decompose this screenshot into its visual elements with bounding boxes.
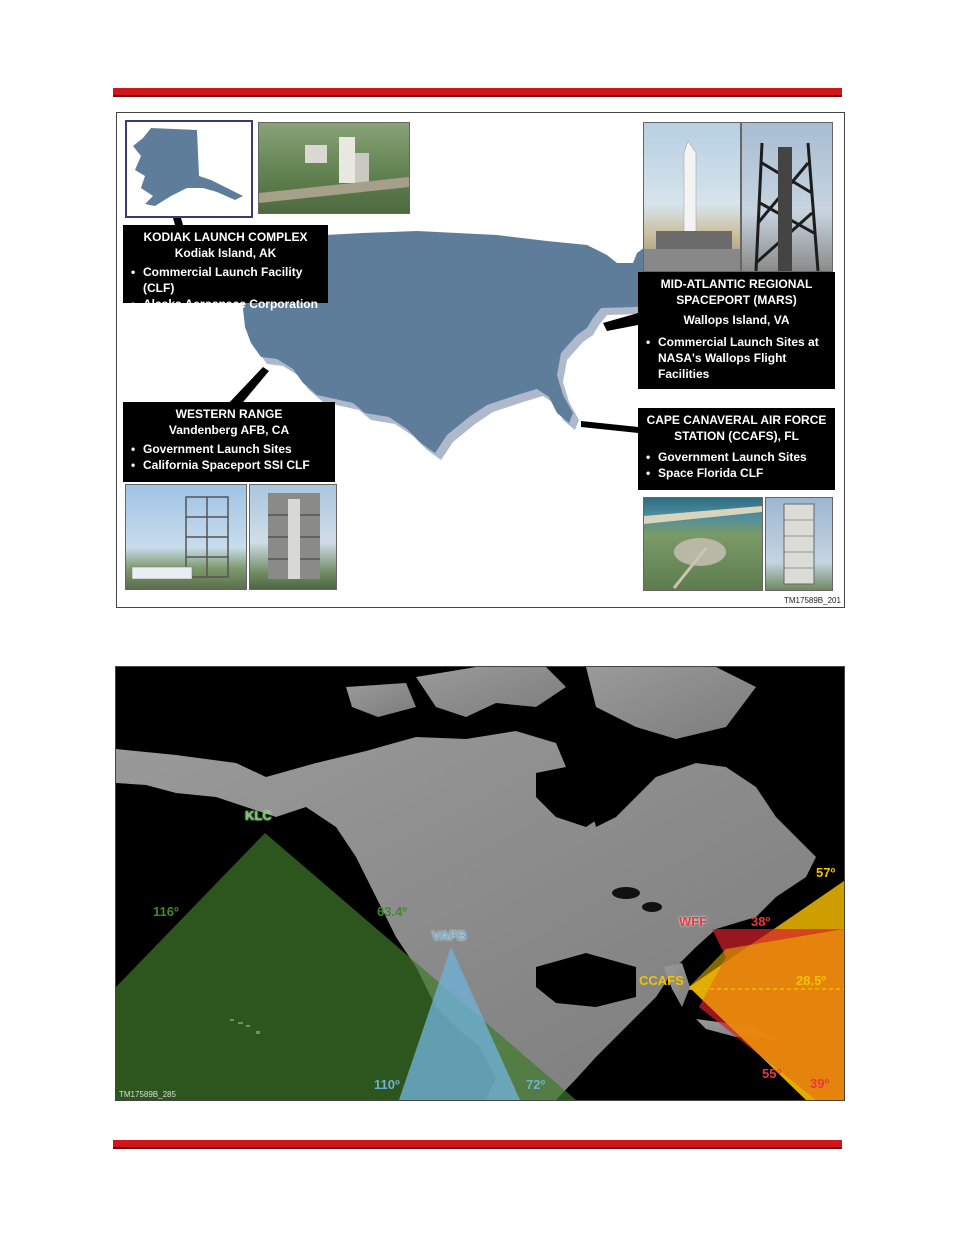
western-title: WESTERN RANGE xyxy=(175,407,283,421)
launch-azimuth-map xyxy=(115,666,845,1101)
kodiak-location: Kodiak Island, AK xyxy=(174,246,277,260)
kodiak-photo xyxy=(258,122,410,214)
ccafs-title-line2: STATION (CCAFS), FL xyxy=(674,429,799,443)
alaska-inset xyxy=(125,120,253,218)
mars-location: Wallops Island, VA xyxy=(683,313,790,327)
top-red-rule xyxy=(113,88,842,97)
mars-title-line2: SPACEPORT (MARS) xyxy=(676,293,797,307)
mars-tower-photo xyxy=(741,122,833,272)
ccafs-azimuth-39: 39º xyxy=(810,1076,830,1091)
ccafs-bullet: • Space Florida CLF xyxy=(644,465,829,481)
western-bullet: • California Spaceport SSI CLF xyxy=(129,457,329,473)
kodiak-bullet: • Alaska Aerospace Corporation xyxy=(129,296,322,312)
ccafs-azimuth-57: 57º xyxy=(816,865,836,880)
ccafs-aerial-photo xyxy=(643,497,763,591)
top-figure-id: TM17589B_201 xyxy=(784,596,841,605)
bottom-red-rule xyxy=(113,1140,842,1149)
klc-azimuth-63-4: 63.4º xyxy=(377,904,408,919)
wff-site-label: WFF xyxy=(679,914,708,929)
kodiak-title: KODIAK LAUNCH COMPLEX xyxy=(143,230,308,244)
ccafs-bullet: • Government Launch Sites xyxy=(644,449,829,465)
western-location: Vandenberg AFB, CA xyxy=(168,423,290,437)
vafb-azimuth-72: 72º xyxy=(526,1077,546,1092)
ccafs-azimuth-28-5: 28.5º xyxy=(796,973,827,988)
vafb-site-label: VAFB xyxy=(432,928,467,943)
klc-site-label: KLC xyxy=(245,808,272,823)
ccafs-site-label: CCAFS xyxy=(639,973,684,988)
klc-azimuth-116: 116º xyxy=(153,904,179,919)
western-range-info-box xyxy=(123,402,335,482)
mars-info-box xyxy=(638,272,835,389)
mars-title-line1: MID-ATLANTIC REGIONAL xyxy=(660,277,813,291)
western-range-photo-1 xyxy=(125,484,247,590)
ccafs-tower-photo xyxy=(765,497,833,591)
us-launch-sites-figure xyxy=(116,112,845,608)
ccafs-title-line1: CAPE CANAVERAL AIR FORCE xyxy=(646,413,827,427)
kodiak-info-box xyxy=(123,225,328,311)
mars-rocket-photo xyxy=(643,122,741,272)
wff-azimuth-55: 55º xyxy=(762,1066,782,1081)
western-range-photo-2 xyxy=(249,484,337,590)
western-bullet: • Government Launch Sites xyxy=(129,441,329,457)
vafb-azimuth-110: 110º xyxy=(374,1077,400,1092)
kodiak-bullet: • Commercial Launch Facility (CLF) xyxy=(129,264,322,296)
azimuth-wedges xyxy=(116,667,844,1100)
bottom-figure-id: TM17589B_285 xyxy=(119,1090,176,1099)
ccafs-info-box xyxy=(638,408,835,490)
mars-bullet: • Commercial Launch Sites at NASA's Wallops Flight Facilities xyxy=(644,334,829,382)
wff-azimuth-38: 38º xyxy=(751,914,771,929)
klc-azimuth-wedge xyxy=(116,833,576,1100)
